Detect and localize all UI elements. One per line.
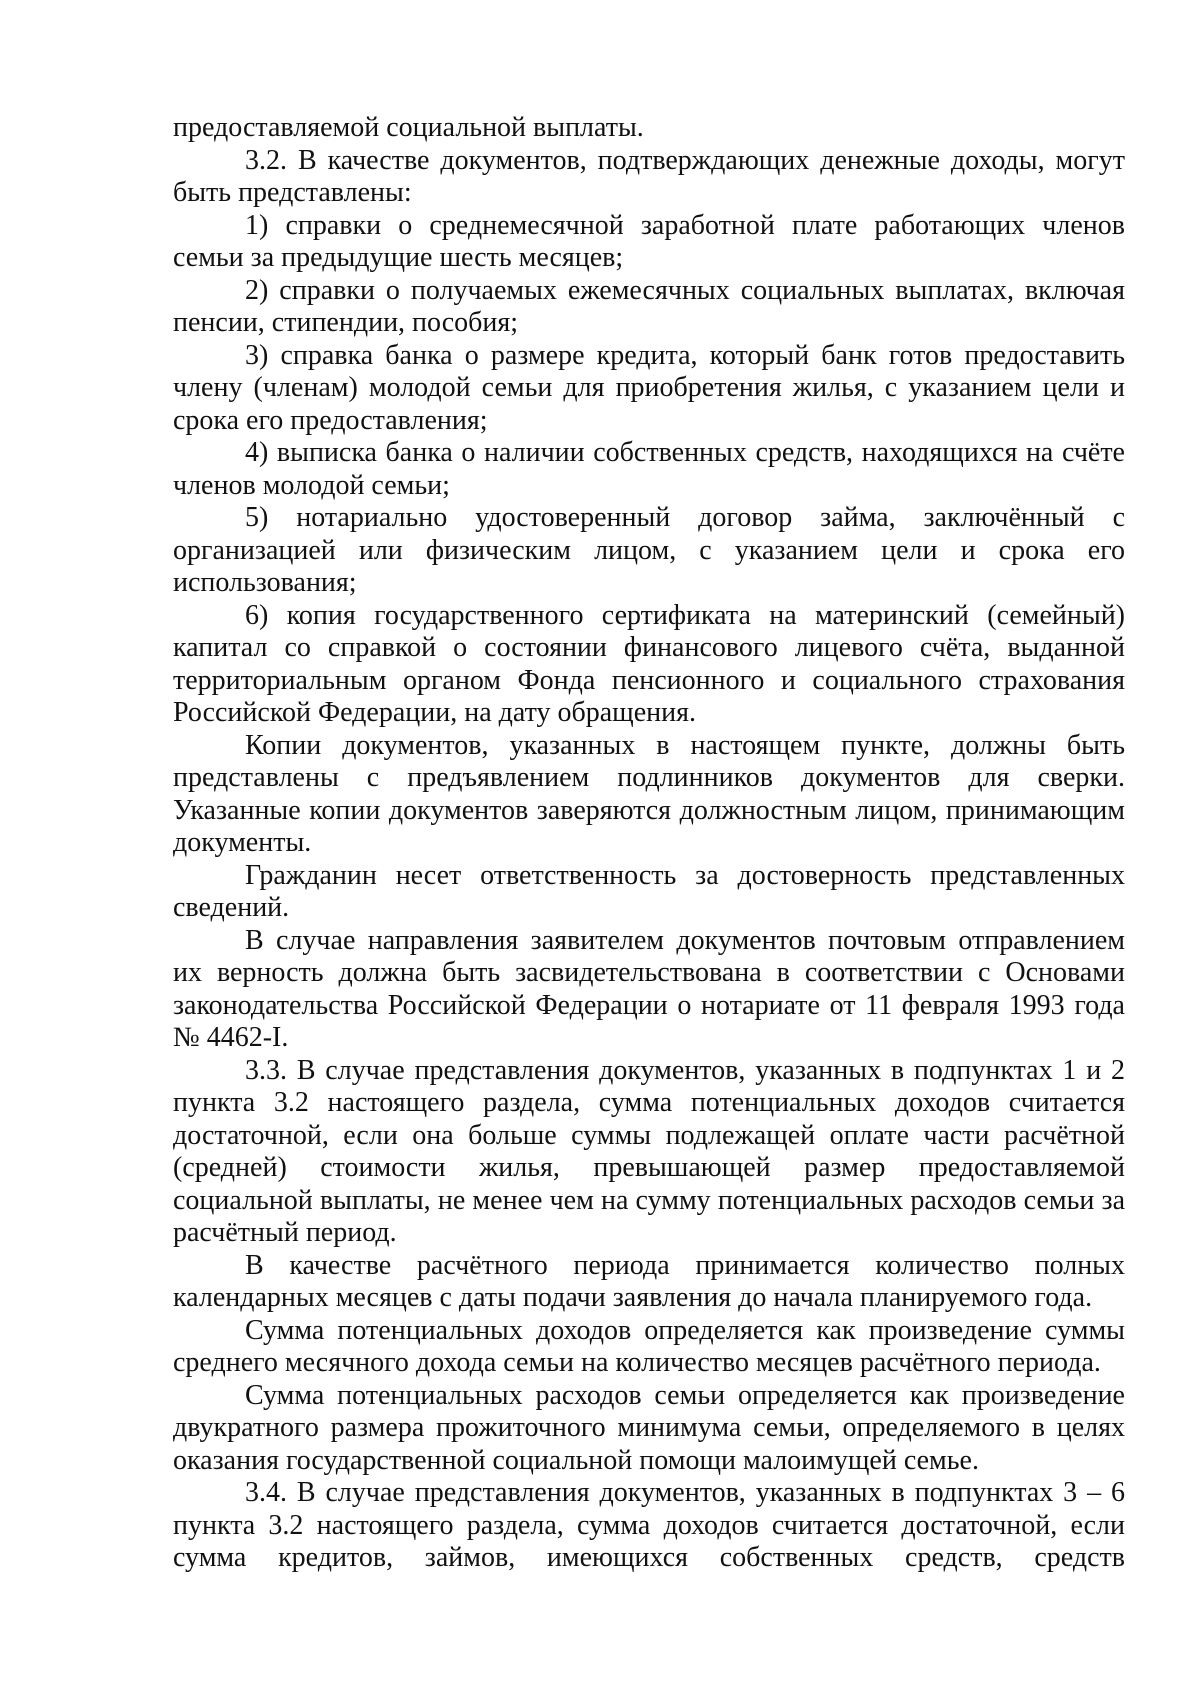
document-page [173, 112, 1125, 1575]
paragraph-postal: В случае направления заявителем документов почтовым отправлением их верность должна быть засвидетельствована в соответствии с Основами законодательства Российской Федерации о нотариате от 11 февраля 1993 года № 4462-I. [173, 924, 1125, 1053]
paragraph-copies: Копии документов, указанных в настоящем пункте, должны быть представлены с предъявлением подлинников документов для сверки. Указанные копии документов заверяются должностным лицом, принимающим документы. [173, 729, 1125, 858]
paragraph-continuation: предоставляемой социальной выплаты. [173, 112, 644, 143]
list-item-4: 4) выписка банка о наличии собственных средств, находящихся на счёте членов молодой семьи; [173, 437, 1125, 501]
paragraph-period: В качестве расчётного периода принимается количество полных календарных месяцев с даты подачи заявления до начала планируемого года. [173, 1249, 1125, 1313]
paragraph-income: Сумма потенциальных доходов определяется как произведение суммы среднего месячного дохода семьи на количество месяцев расчётного периода. [173, 1314, 1125, 1378]
list-item-1: 1) справки о среднемесячной заработной плате работающих членов семьи за предыдущие шесть месяцев; [173, 209, 1125, 273]
paragraph-responsibility: Гражданин несет ответственность за достоверность представленных сведений. [173, 859, 1125, 923]
list-item-5: 5) нотариально удостоверенный договор займа, заключённый с организацией или физическим лицом, с указанием цели и срока его использования; [173, 502, 1125, 598]
paragraph-3-2: 3.2. В качестве документов, подтверждающих денежные доходы, могут быть представлены: [173, 144, 1125, 208]
list-item-3: 3) справка банка о размере кредита, который банк готов предоставить члену (членам) молодой семьи для приобретения жилья, с указанием цели и срока его предоставления; [173, 339, 1125, 436]
paragraph-3-4: 3.4. В случае представления документов, указанных в подпунктах 3 – 6 пункта 3.2 настоящего раздела, сумма доходов считается достаточной, если сумма кредитов, займов, имеющихся собственных средств, средств [173, 1477, 1125, 1573]
list-item-6: 6) копия государственного сертификата на материнский (семейный) капитал со справкой о состоянии финансового лицевого счёта, выданной территориальным органом Фонда пенсионного и социального страхования Российской Федерации, на дату обращения. [173, 599, 1125, 728]
paragraph-3-3: 3.3. В случае представления документов, указанных в подпунктах 1 и 2 пункта 3.2 настоящего раздела, сумма потенциальных доходов считается достаточной, если она больше суммы подлежащей оплате части расчётной (средней) стоимости жилья, превышающей размер предоставляемой социальной выплаты, не менее чем на сумму потенциальных расходов семьи за расчётный период. [173, 1054, 1125, 1248]
list-item-2: 2) справки о получаемых ежемесячных социальных выплатах, включая пенсии, стипендии, пособия; [173, 274, 1125, 338]
paragraph-expenses: Сумма потенциальных расходов семьи определяется как произведение двукратного размера прожиточного минимума семьи, определяемого в целях оказания государственной социальной помощи малоимущей семье. [173, 1379, 1125, 1476]
